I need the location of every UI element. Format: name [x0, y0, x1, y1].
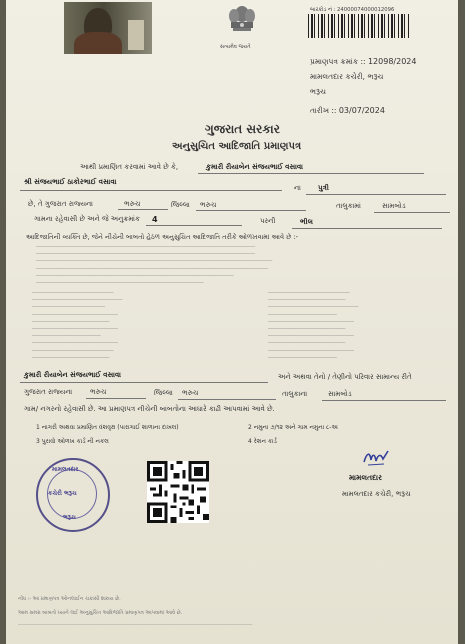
residence-name: કુમારી રીયાબેન સંજયભાઈ વસાવા: [24, 371, 122, 379]
state-text: છે, તે ગુજરાત રાજ્યના: [28, 200, 93, 208]
footer-fine-print: ―――――――――――――――――――――――――――――――――――――――――――――――――――: [18, 623, 253, 628]
government-title: ગુજરાત સરકાર: [205, 122, 280, 136]
certify-text: આથી પ્રમાણિત કરવામાં આવે છે કે,: [80, 163, 179, 171]
issuing-office: મામલતદાર કચેરી, ભરૂચ: [310, 72, 384, 81]
serial-number: 4: [152, 215, 158, 224]
tribe-name: ભીલ: [300, 218, 313, 226]
basis-item-4: 4 રેશન કાર્ડ: [248, 438, 277, 445]
district-label-3: જિલ્લા: [154, 389, 173, 397]
footer-note-2: આમ સમગ્ર બાબતો ધ્યાને લઈ અનુસુચિત આદિજાતિ પ્રમાણપત્ર આપવામાં આવે છે.: [18, 610, 183, 616]
national-emblem-icon: [222, 2, 262, 42]
holder-name: કુમારી રીયાબેન સંજયભાઈ વસાવા: [206, 163, 304, 171]
office-seal-stamp: મામલતદાર કચેરી ભરૂચ ભરૂચ: [36, 458, 110, 532]
signatory-office: મામલતદાર કચેરી, ભરૂચ: [342, 490, 411, 498]
signatory-designation: મામલતદાર: [349, 473, 382, 482]
barcode-label: બારકોડ નં : 24000074000012096: [310, 7, 395, 13]
district-label: જિલ્લા: [171, 201, 190, 209]
basis-item-3: 3 પુરાવો ઓળખ કાર્ડ ની નકલ: [36, 438, 109, 445]
issuing-place: ભરૂચ: [310, 87, 326, 96]
tribe-label: પરની: [260, 217, 276, 225]
village-text: ગામ/ નગરનો રહેવાસી છે. આ પ્રમાણપત્ર નીચેની બાબતોના આધારે કાઢી આપવામાં આવે છે.: [24, 405, 275, 413]
taluka-value: સામબોડ: [382, 202, 406, 210]
legal-list-left: ――――――――――――――――――― ――――――――――――――――――――― ――――――――――――――――― ―――――――――――――――――――― ―――――――――――――――――― ―――――――――――――――――――― ―――――――――――――――― ―――――――――――――――――――― ――――――――――――――――――― ――――――――――――――――――: [32, 291, 123, 361]
issue-date-row: તારીખ :: 03/07/2024: [310, 106, 385, 115]
basis-item-2: 2 નમુના ૭/૧૨ અને ગામ નમુના ૮-અ: [248, 424, 338, 431]
certificate-sheet: [6, 0, 458, 644]
district-value: ભરુચ: [124, 200, 141, 208]
residence-text: અને અથવા તેનો / તેણીનો પરિવાર સામાન્ય રીતે: [278, 373, 412, 381]
relation: પુત્રી: [318, 184, 329, 192]
certificate-number-row: પ્રમાણપત્ર ક્રમાંક :: 12098/2024: [310, 57, 417, 66]
state-name-2: ગુજરાત રાજ્યના: [24, 388, 73, 396]
district-value-2: ભરુચ: [200, 201, 217, 209]
taluka-label: તાલુકામાં: [336, 202, 361, 210]
legal-references-block: ――――――――――――――――――――――――――――――――――――――――――――――――――― ――――――――――――――――――――――――――――――――――――――――――――――――――― ――――――――――――――――――――――――――――――――――――――――――――――――――――――― ―――――――――――――――――――――――――――――――――――――――――――――――――――――― ―――――――――――――――――――――――――――――――――――――――――――――― ―――――――――――――――――――――――――――――――――――――――: [36, 245, 273, 287]
qr-code-icon: [147, 461, 209, 523]
emblem-caption: સત્યમેવ જયતે: [220, 44, 251, 50]
basis-item-1: 1 નાગરી અથવા પ્રમાણિત વંશવૃક્ષ (પારાગાઈ શાળાના દાખલ): [36, 424, 179, 431]
tribe-intro: આદિજાતિની વ્યક્તિ છે, જેને નીચેની બાબતો હેઠળ અનુસુચિત આદિજાતિ તરીકે ઓળખવામાં આવે છે :-: [26, 233, 299, 241]
district-value-3: ભરુચ: [90, 388, 107, 396]
district-value-4: ભરુચ: [182, 389, 199, 397]
taluka-value-2: સામબોડ: [328, 390, 352, 398]
certificate-title: અનુસુચિત આદિજાતિ પ્રમાણપત્ર: [172, 141, 302, 152]
relation-suffix: ના: [294, 184, 301, 192]
legal-list-right: ――――――――――――――――――― ―――――――――――――――――― ――――――――――――――――――――― ―――――――――――――――― ―――――――――――――――――――― ―――――――――――――――――― ―――――――――――――――――――― ―――――――――――――――――― ―――――――――――――――――――― ――――――――――――――――: [268, 291, 359, 361]
community-text: ગામના રહેવાસી છે અને જે અનુક્રમાંક: [34, 215, 140, 223]
taluka-label-2: તાલુકાના: [282, 390, 308, 398]
applicant-photo: [64, 2, 152, 54]
footer-note-1: નોંધ :- આ પ્રમાણપત્ર ઓનલાઈન ચકાસી શકાય છે.: [18, 596, 121, 602]
officer-signature: [362, 448, 390, 468]
barcode-icon: [308, 14, 410, 38]
father-name: શ્રી સંજયભાઈ ઠાકોરભાઈ વસાવા: [24, 178, 117, 186]
